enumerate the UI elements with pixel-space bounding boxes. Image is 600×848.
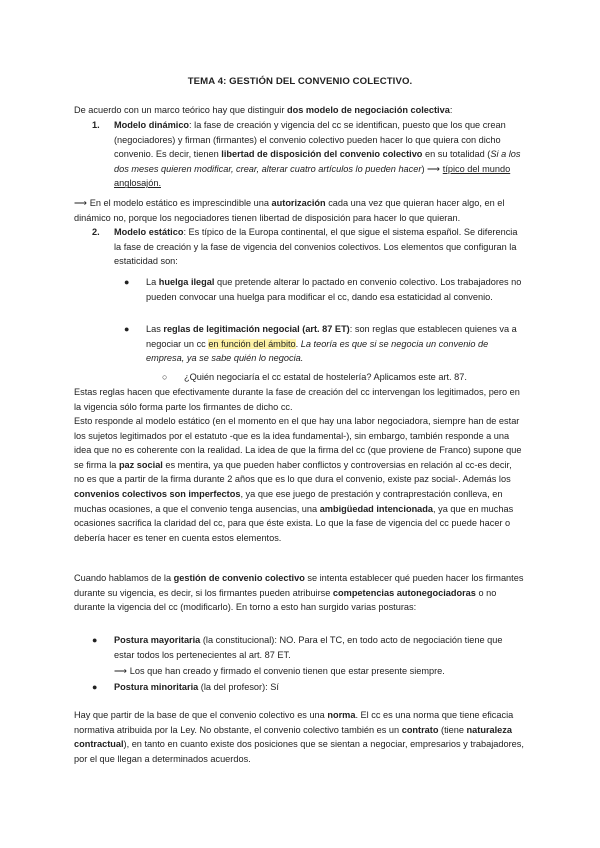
text-run: , ya que en muchas ocasiones sacrifica la claridad del cc, para que éste exista. Lo que la fase de vigencia del cc puede hacer o debería hacer es tener en cuenta estos elementos. <box>74 503 514 543</box>
bullet-postura-mayoritaria <box>92 633 524 662</box>
bullet-text <box>114 633 524 662</box>
bullet-text <box>146 275 524 304</box>
term-huelga-ilegal: huelga ilegal <box>158 277 215 287</box>
text-run: que pretende alterar lo pactado en convenio colectivo. Los trabajadores no pueden convocar una huelga para modificar el cc, dando esa estaticidad al convenio. <box>146 277 522 302</box>
subitem-hosteleria <box>162 370 522 385</box>
text-run: Las <box>146 324 164 334</box>
bullet-icon: ● <box>124 277 130 287</box>
document-title: TEMA 4: GESTIÓN DEL CONVENIO COLECTIVO. <box>187 76 413 87</box>
list-item-modelo-estatico <box>92 225 524 269</box>
intro-text-end: : <box>449 105 453 115</box>
text-run: : la fase de creación y vigencia del cc se identifican, puesto que los que crean (negociadores) y firman (firmantes) el convenio colectivo pueden hacer lo que quiera con dicho convenio. Es decir, tienen <box>114 120 506 160</box>
text-run: Esto responde al modelo estático (en el momento en el que hay una labor negociadora, siempre han de estar los sujetos legitimados por el estatuto -que es la idea fundamental-), sin embargo, también responde a una idea que no es coherente con la realidad. La idea de que la firma del cc (que proviene de Franco) supone que se firma la <box>74 416 522 470</box>
term-paz-social: paz social <box>118 459 163 470</box>
term-reglas: reglas de legitimación negocial <box>163 324 300 334</box>
note-paragraph <box>74 196 524 225</box>
text-run: cada una vez que quieran hacer algo, en el dinámico no, porque los negociadores tienen libertad de disposición para hacer lo que quieran. <box>74 198 505 223</box>
term-contrato: contrato <box>401 724 439 735</box>
text-run: . El cc es una norma que tiene eficacia normativa atribuida por la Ley. No obstante, el convenio colectivo también es un <box>74 710 514 735</box>
highlighted-text: en función del ámbito <box>208 338 296 349</box>
intro-paragraph <box>74 103 524 118</box>
bullet-text <box>146 322 524 366</box>
italic-theory: La teoría es que si se negocia un convenio de empresa, ya se sabe quién lo negocia. <box>146 338 489 364</box>
term-modelo-estatico: Modelo estático <box>114 227 184 237</box>
bullet-huelga-ilegal <box>124 275 524 304</box>
text-run: ) ⟶ <box>421 163 443 174</box>
paragraph-paz-social <box>74 414 524 545</box>
term-norma: norma <box>327 710 356 720</box>
bullet-reglas-legitimacion <box>124 322 524 366</box>
list-item-text <box>114 225 524 269</box>
bullet-icon: ● <box>92 635 98 645</box>
term-autorizacion: autorización <box>271 198 326 208</box>
underlined-text: típico del mundo anglosajón. <box>114 163 511 189</box>
text-run: , ya que ese juego de prestación y contraprestación conlleva, en muchas ocasiones, a que el convenio tenga ausencias, una <box>74 488 503 514</box>
list-item-text <box>114 118 524 191</box>
text-run: (la del profesor): Sí <box>198 682 279 692</box>
text-run: : Es típico de la Europa continental, el que sigue el sistema español. Se diferencia la fase de creación y la fase de vigencia del convenios colectivos. Los elementos que configuran la estaticidad son: <box>114 227 518 267</box>
term-gestion: gestión de convenio colectivo <box>173 573 305 583</box>
term-art-87: (art. 87 ET) <box>299 324 350 334</box>
subitem-text: ¿Quién negociaría el cc estatal de hostelería? Aplicamos este art. 87. <box>184 372 467 382</box>
list-number: 2. <box>92 227 100 237</box>
list-number: 1. <box>92 120 100 130</box>
text-run: o no durante la vigencia del cc (modificarlo). En torno a esto han surgido varias posturas: <box>74 587 497 613</box>
term-ambiguedad: ambigüedad intencionada <box>319 503 434 514</box>
text-run: (la constitucional): NO. Para el TC, en todo acto de negociación tiene que estar todos los pertenecientes al art. 87 ET. <box>114 635 503 660</box>
circle-bullet-icon: ○ <box>162 372 168 382</box>
text-run: ), en tanto en cuanto existe dos posiciones que se sientan a negociar, empresarios y trabajadores, por el que llegan a determinados acuerdos. <box>74 739 524 764</box>
text-run: es mentira, ya que pueden haber conflictos y controversias en relación al cc-es decir, no es que a partir de la firma durante 2 años que es lo que dura el convenio, existe paz social-. Además los <box>74 459 512 485</box>
term-libertad: libertad de disposición del convenio colectivo <box>221 149 423 160</box>
paragraph-gestion <box>74 571 524 615</box>
term-competencias: competencias autonegociadoras <box>332 587 476 598</box>
bullet-icon: ● <box>124 324 130 334</box>
arrow-note: ⟶ Los que han creado y firmado el convenio tienen que estar presente siempre. <box>114 666 445 676</box>
text-run: (tiene <box>438 724 467 735</box>
intro-text: De acuerdo con un marco teórico hay que distinguir <box>74 105 287 115</box>
text-run: ⟶ En el modelo estático es imprescindible una <box>74 198 272 208</box>
text-run: . <box>295 338 301 349</box>
paragraph-norma-contrato <box>74 708 524 766</box>
term-modelo-dinamico: Modelo dinámico <box>114 120 190 130</box>
term-imperfectos: convenios colectivos son imperfectos <box>74 488 241 499</box>
text-run: : son reglas que establecen quienes va a negociar un cc <box>146 324 517 349</box>
intro-bold: dos modelo de negociación colectiva <box>286 105 450 115</box>
text-run: se intenta establecer qué pueden hacer los firmantes durante su vigencia, es decir, si los firmantes pueden atribuirse <box>74 573 524 598</box>
term-naturaleza: naturaleza contractual <box>74 724 512 750</box>
italic-example: Si a los dos meses quieren modificar, crear, alterar cuatro artículos lo pueden hacer <box>114 149 521 174</box>
term-postura-mayoritaria: Postura mayoritaria <box>114 635 201 645</box>
text-run: La <box>146 277 159 287</box>
bullet-postura-minoritaria <box>92 680 524 695</box>
paragraph-legitimados: Estas reglas hacen que efectivamente durante la fase de creación del cc intervengan los legitimados, pero en la vigencia sólo forma parte los firmantes de dicho cc. <box>74 387 520 412</box>
list-item-modelo-dinamico <box>92 118 524 191</box>
text-run: Cuando hablamos de la <box>74 573 174 583</box>
term-postura-minoritaria: Postura minoritaria <box>114 682 199 692</box>
text-run: en su totalidad ( <box>422 149 491 160</box>
bullet-icon: ● <box>92 682 98 692</box>
text-run: Hay que partir de la base de que el convenio colectivo es una <box>74 710 328 720</box>
bullet-text <box>114 680 524 695</box>
